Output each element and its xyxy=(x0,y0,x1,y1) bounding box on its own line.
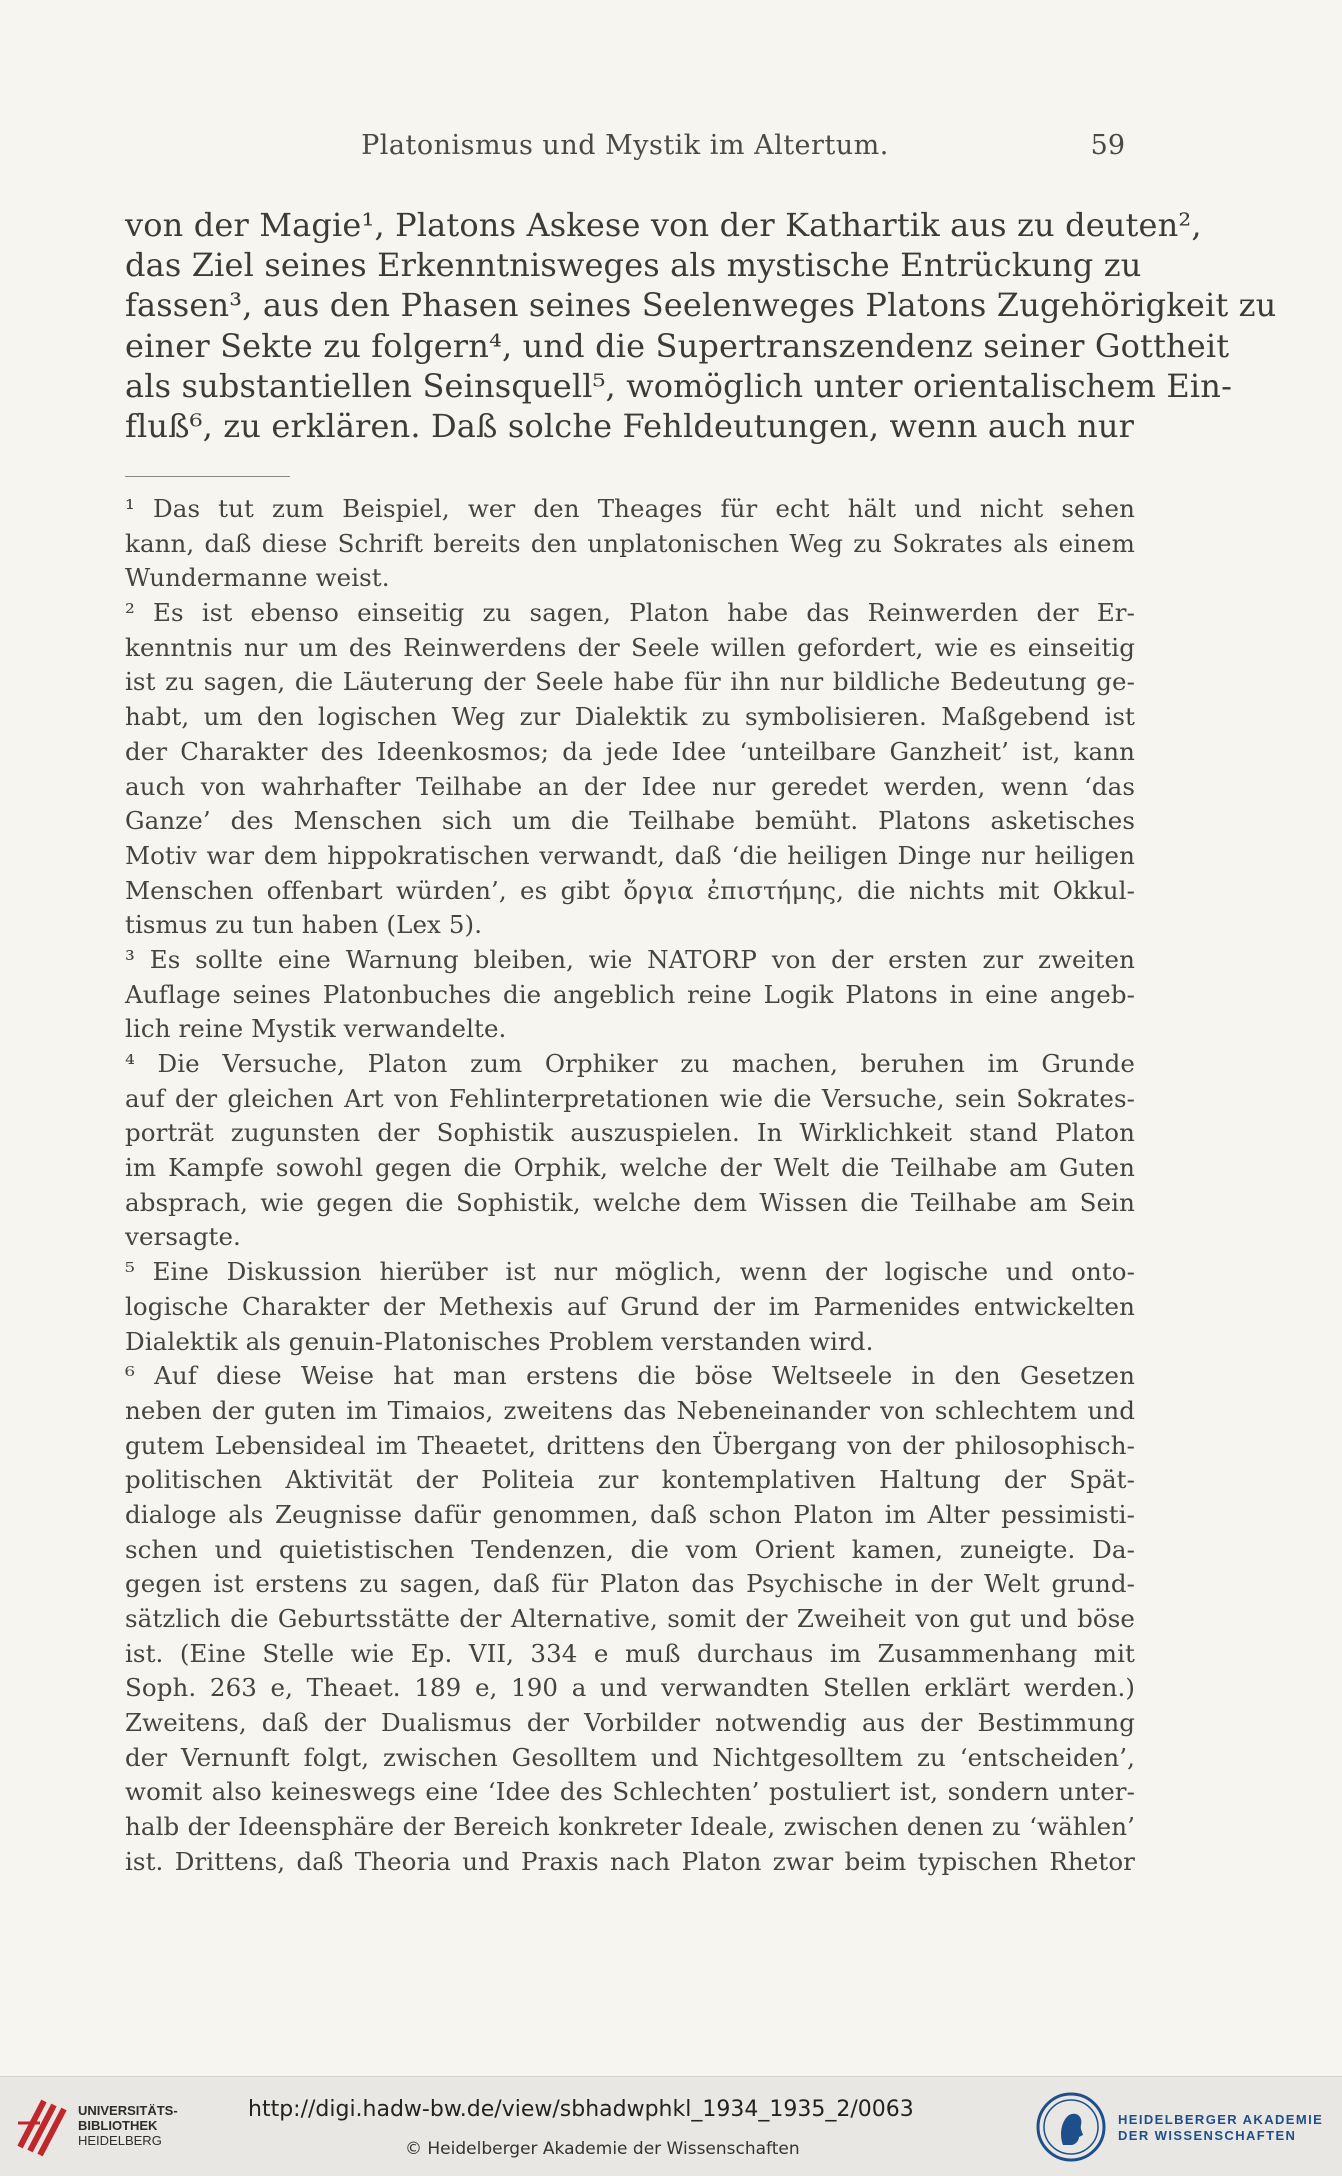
footnote-line: kann, daß diese Schrift bereits den unplatonischen Weg zu Sokrates als einem xyxy=(125,528,1135,558)
main-text xyxy=(125,205,1277,446)
footnote-line: womit also keineswegs eine ‘Idee des Schlechten’ postuliert ist, sondern unter- xyxy=(125,1777,1135,1807)
running-head xyxy=(125,130,1125,174)
viewer-footer xyxy=(0,2076,1342,2176)
text-line: fassen³, aus den Phasen seines Seelenweges Platons Zugehörigkeit zu xyxy=(125,286,1277,325)
footnote-line: Motiv war dem hippokratischen verwandt, daß ‘die heiligen Dinge nur heiligen xyxy=(125,840,1135,870)
text-line: als substantiellen Seinsquell⁵, womöglich unter orientalischem Ein- xyxy=(125,366,1233,405)
library-name xyxy=(78,2103,178,2148)
text-line: das Ziel seines Erkenntnisweges als mystische Entrückung zu xyxy=(125,246,1142,285)
text-line: von der Magie¹, Platons Askese von der Kathartik aus zu deuten², xyxy=(125,206,1202,244)
text-line: fluß⁶, zu erklären. Daß solche Fehldeutungen, wenn auch nur xyxy=(125,406,1135,445)
academy-name-line: DER WISSENSCHAFTEN xyxy=(1118,2128,1297,2143)
academy-name xyxy=(1118,2112,1323,2144)
text-line: einer Sekte zu folgern⁴, und die Supertranszendenz seiner Gottheit xyxy=(125,326,1230,365)
library-name-line: BIBLIOTHEK xyxy=(78,2118,158,2133)
footnote-line: der Charakter des Ideenkosmos; da jede Idee ‘unteilbare Ganzheit’ ist, kann xyxy=(125,736,1135,766)
footnote-line: schen und quietistischen Tendenzen, die vom Orient kamen, zuneigte. Da- xyxy=(125,1534,1135,1564)
footnote-line: ² Es ist ebenso einseitig zu sagen, Platon habe das Reinwerden der Er- xyxy=(125,598,1135,628)
footnote-line: gegen ist erstens zu sagen, daß für Platon das Psychische in der Welt grund- xyxy=(125,1569,1135,1599)
copyright-notice: © Heidelberger Akademie der Wissenschaften xyxy=(405,2139,800,2159)
footnote-line: ⁴ Die Versuche, Platon zum Orphiker zu machen, beruhen im Grunde xyxy=(125,1049,1135,1078)
footnote-line: absprach, wie gegen die Sophistik, welche dem Wissen die Teilhabe am Sein xyxy=(125,1187,1135,1217)
academy-portrait-seal-icon xyxy=(1035,2091,1107,2163)
running-head-title: Platonismus und Mystik im Altertum. xyxy=(361,130,889,161)
footnote-line: ⁵ Eine Diskussion hierüber ist nur möglich, wenn der logische und onto- xyxy=(125,1257,1135,1287)
footnote-line: porträt zugunsten der Sophistik auszuspielen. In Wirklichkeit stand Platon xyxy=(125,1118,1135,1148)
footnote-line: kenntnis nur um des Reinwerdens der Seele willen gefordert, wie es einseitig xyxy=(125,632,1135,662)
permalink-url[interactable]: http://digi.hadw-bw.de/view/sbhadwphkl_1934_1935_2/0063 xyxy=(248,2097,914,2122)
library-name-line: HEIDELBERG xyxy=(78,2133,162,2148)
footnote-line: Wundermanne weist. xyxy=(125,563,390,593)
footnote-line: halb der Ideensphäre der Bereich konkreter Ideale, zwischen denen zu ‘wählen’ xyxy=(125,1812,1135,1842)
footnote-line: Soph. 263 e, Theaet. 189 e, 190 a und verwandten Stellen erklärt werden.) xyxy=(125,1673,1135,1703)
footnote-line: neben der guten im Timaios, zweitens das Nebeneinander von schlechtem und xyxy=(125,1395,1135,1425)
footnote-line: politischen Aktivität der Politeia zur kontemplativen Haltung der Spät- xyxy=(125,1465,1135,1495)
footnote-line: im Kampfe sowohl gegen die Orphik, welche der Welt die Teilhabe am Guten xyxy=(125,1153,1135,1183)
footnote-line: der Vernunft folgt, zwischen Gesolltem und Nichtgesolltem zu ‘entscheiden’, xyxy=(125,1742,1135,1772)
footnote-line: ist. Drittens, daß Theoria und Praxis nach Platon zwar beim typischen Rhetor xyxy=(125,1846,1135,1876)
footnote-line: logische Charakter der Methexis auf Grund der im Parmenides entwickelten xyxy=(125,1291,1135,1321)
footnote-line: sätzlich die Geburtsstätte der Alternative, somit der Zweiheit von gut und böse xyxy=(125,1604,1135,1633)
footnote-line: gutem Lebensideal im Theaetet, drittens den Übergang von der philosophisch- xyxy=(125,1430,1135,1460)
footnote-line: auf der gleichen Art von Fehlinterpretationen wie die Versuche, sein Sokrates- xyxy=(125,1083,1135,1113)
footnote-line: dialoge als Zeugnisse dafür genommen, daß schon Platon im Alter pessimisti- xyxy=(125,1499,1135,1529)
footnote-line: ⁶ Auf diese Weise hat man erstens die böse Weltseele in den Gesetzen xyxy=(125,1361,1135,1391)
footnote-line: lich reine Mystik verwandelte. xyxy=(125,1014,507,1044)
footnote-line: habt, um den logischen Weg zur Dialektik zu symbolisieren. Maßgebend ist xyxy=(125,702,1135,732)
footnote-line: auch von wahrhafter Teilhabe an der Idee nur geredet werden, wenn ‘das xyxy=(125,771,1135,801)
footnote-separator xyxy=(125,476,290,477)
footnote-line: Ganze’ des Menschen sich um die Teilhabe bemüht. Platons asketisches xyxy=(125,806,1135,836)
footnote-line: ³ Es sollte eine Warnung bleiben, wie NATORP von der ersten zur zweiten xyxy=(125,944,1135,974)
footnote-line: ¹ Das tut zum Beispiel, wer den Theages für echt hält und nicht sehen xyxy=(125,494,1135,523)
library-name-line: UNIVERSITÄTS- xyxy=(78,2103,178,2118)
footnote-line: ist zu sagen, die Läuterung der Seele habe für ihn nur bildliche Bedeutung ge- xyxy=(125,667,1135,697)
footnote-line: Dialektik als genuin-Platonisches Problem verstanden wird. xyxy=(125,1326,874,1356)
footnote-line: versagte. xyxy=(125,1222,241,1252)
footnote-line: ist. (Eine Stelle wie Ep. VII, 334 e muß durchaus im Zusammenhang mit xyxy=(125,1638,1135,1668)
footnote-line: Auflage seines Platonbuches die angeblich reine Logik Platons in eine angeb- xyxy=(125,979,1135,1009)
page-number: 59 xyxy=(1090,130,1125,161)
footnote-line: Zweitens, daß der Dualismus der Vorbilder notwendig aus der Bestimmung xyxy=(125,1708,1135,1738)
footnote-line: Menschen offenbart würden’, es gibt ὄργια ἐπιστήμης, die nichts mit Okkul- xyxy=(125,875,1135,905)
university-library-logo-icon xyxy=(14,2093,70,2157)
footnotes xyxy=(125,492,1135,1880)
academy-name-line: HEIDELBERGER AKADEMIE xyxy=(1118,2112,1324,2127)
footnote-line: tismus zu tun haben (Lex 5). xyxy=(125,910,483,940)
